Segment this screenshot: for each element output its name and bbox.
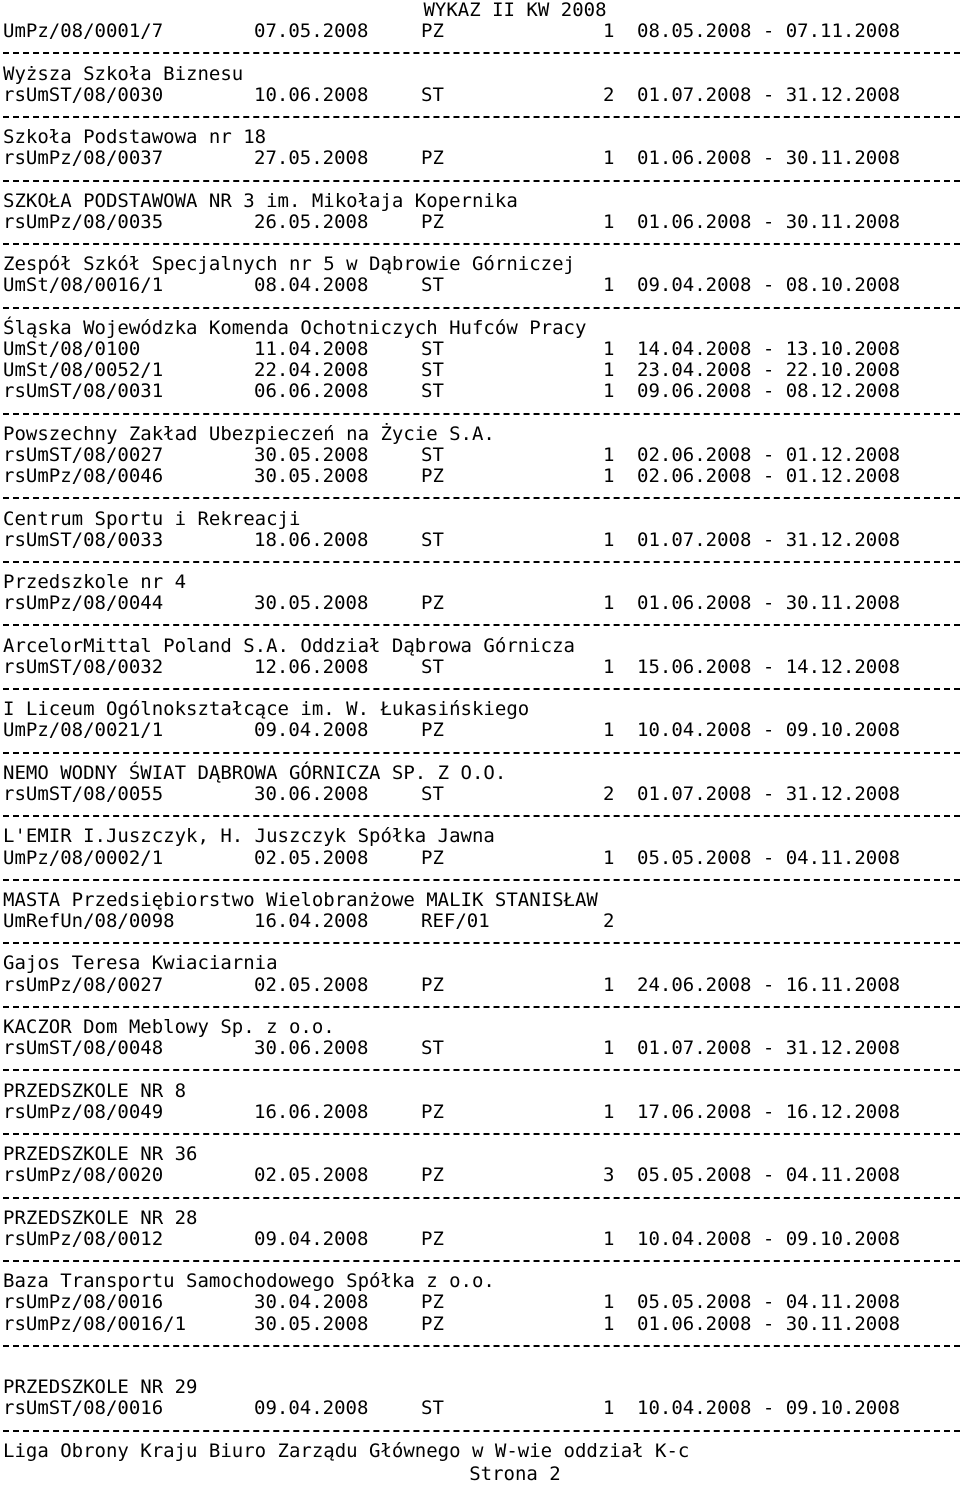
organization-name: Baza Transportu Samochodowego Spółka z o.o. (3, 1270, 495, 1293)
record-count: 1 (603, 528, 615, 551)
record-row (3, 445, 960, 466)
record-type: PZ (421, 1100, 444, 1123)
organization-name: Centrum Sportu i Rekreacji (3, 507, 301, 530)
record-id: UmRefUn/08/0098 (3, 910, 175, 933)
record-type: ST (421, 528, 444, 551)
record-id: rsUmPz/08/0027 (3, 973, 164, 996)
record-date: 10.06.2008 (254, 83, 369, 106)
record-type: PZ (421, 1164, 444, 1187)
organization-name: PRZEDSZKOLE NR 8 (3, 1079, 187, 1102)
record-id: rsUmPz/08/0016 (3, 1291, 164, 1314)
separator-line (3, 1123, 960, 1144)
organization-name: NEMO WODNY ŚWIAT DĄBROWA GÓRNICZA SP. Z O.O. (3, 761, 507, 784)
document-body (3, 0, 960, 1486)
record-type: ST (421, 83, 444, 106)
record-row (3, 466, 960, 487)
record-period: 08.05.2008 - 07.11.2008 (637, 20, 901, 43)
record-type: ST (421, 380, 444, 403)
separator-line (3, 297, 960, 318)
blank-line (3, 1356, 960, 1377)
record-type: PZ (421, 1291, 444, 1314)
record-date: 30.04.2008 (254, 1291, 369, 1314)
record-id: rsUmPz/08/0049 (3, 1100, 164, 1123)
record-date: 12.06.2008 (254, 655, 369, 678)
record-count: 1 (603, 655, 615, 678)
record-row (3, 593, 960, 614)
record-period: 02.06.2008 - 01.12.2008 (637, 443, 901, 466)
record-period: 05.05.2008 - 04.11.2008 (637, 846, 901, 869)
record-type: ST (421, 359, 444, 382)
record-id: rsUmST/08/0031 (3, 380, 164, 403)
record-period: 01.06.2008 - 30.11.2008 (637, 147, 901, 170)
record-date: 09.04.2008 (254, 719, 369, 742)
record-id: UmPz/08/0021/1 (3, 719, 164, 742)
organization-name: MASTA Przedsiębiorstwo Wielobranżowe MALIK STANISŁAW (3, 888, 598, 911)
record-row (3, 1229, 960, 1250)
separator-line (3, 170, 960, 191)
separator-line (3, 742, 960, 763)
separator-line (3, 106, 960, 127)
record-period: 05.05.2008 - 04.11.2008 (637, 1291, 901, 1314)
page-title: WYKAZ II KW 2008 (423, 0, 607, 21)
record-period: 24.06.2008 - 16.11.2008 (637, 973, 901, 996)
record-row (3, 1314, 960, 1335)
record-count: 1 (603, 1227, 615, 1250)
record-row (3, 381, 960, 402)
record-row (3, 1292, 960, 1313)
separator-line (3, 932, 960, 953)
record-row (3, 720, 960, 741)
records-list (3, 21, 960, 1462)
record-row (3, 657, 960, 678)
organization-name: Wyższa Szkoła Biznesu (3, 62, 244, 85)
record-id: rsUmST/08/0032 (3, 655, 164, 678)
record-date: 26.05.2008 (254, 210, 369, 233)
record-id: rsUmPz/08/0044 (3, 592, 164, 615)
record-type: PZ (421, 973, 444, 996)
record-id: rsUmPz/08/0016/1 (3, 1312, 187, 1335)
organization-name: Przedszkole nr 4 (3, 571, 187, 594)
organization-name: Powszechny Zakład Ubezpieczeń na Życie S.A. (3, 422, 495, 445)
record-count: 1 (603, 443, 615, 466)
record-date: 09.04.2008 (254, 1227, 369, 1250)
record-period: 10.04.2008 - 09.10.2008 (637, 1397, 901, 1420)
record-type: ST (421, 782, 444, 805)
record-date: 02.05.2008 (254, 1164, 369, 1187)
record-count: 1 (603, 338, 615, 360)
record-date: 22.04.2008 (254, 359, 369, 382)
record-row (3, 975, 960, 996)
record-id: rsUmST/08/0016 (3, 1397, 164, 1420)
record-type: ST (421, 1397, 444, 1420)
record-row (3, 784, 960, 805)
separator-line (3, 403, 960, 424)
record-type: PZ (421, 1227, 444, 1250)
separator-line (3, 1187, 960, 1208)
record-count: 1 (603, 1037, 615, 1060)
record-id: rsUmPz/08/0012 (3, 1227, 164, 1250)
record-date: 30.05.2008 (254, 592, 369, 615)
record-id: rsUmPz/08/0037 (3, 147, 164, 170)
record-count: 1 (603, 846, 615, 869)
record-row (3, 1165, 960, 1186)
record-type: PZ (421, 465, 444, 488)
organization-name: Gajos Teresa Kwiaciarnia (3, 952, 278, 975)
record-count: 2 (603, 782, 615, 805)
record-row (3, 1398, 960, 1419)
record-count: 2 (603, 910, 615, 933)
record-count: 1 (603, 210, 615, 233)
organization-name: Śląska Wojewódzka Komenda Ochotniczych Hufców Pracy (3, 316, 587, 339)
record-date: 09.04.2008 (254, 1397, 369, 1420)
organization-name: ArcelorMittal Poland S.A. Oddział Dąbrowa Górnicza (3, 634, 575, 657)
record-type: ST (421, 1037, 444, 1060)
record-count: 1 (603, 359, 615, 382)
record-date: 18.06.2008 (254, 528, 369, 551)
record-date: 27.05.2008 (254, 147, 369, 170)
record-row (3, 848, 960, 869)
record-date: 30.05.2008 (254, 443, 369, 466)
record-type: PZ (421, 147, 444, 170)
record-date: 30.06.2008 (254, 1037, 369, 1060)
record-count: 1 (603, 1100, 615, 1123)
record-id: UmPz/08/0001/7 (3, 20, 164, 43)
record-id: rsUmST/08/0027 (3, 443, 164, 466)
record-count: 2 (603, 83, 615, 106)
record-count: 3 (603, 1164, 615, 1187)
record-period: 23.04.2008 - 22.10.2008 (637, 359, 901, 382)
separator-line (3, 233, 960, 254)
record-id: rsUmST/08/0048 (3, 1037, 164, 1060)
record-id: UmSt/08/0100 (3, 338, 141, 360)
record-count: 1 (603, 20, 615, 43)
record-id: UmPz/08/0002/1 (3, 846, 164, 869)
record-date: 07.05.2008 (254, 20, 369, 43)
record-id: UmSt/08/0052/1 (3, 359, 164, 382)
record-period: 05.05.2008 - 04.11.2008 (637, 1164, 901, 1187)
separator-line (3, 551, 960, 572)
record-id: rsUmST/08/0033 (3, 528, 164, 551)
record-row (3, 85, 960, 106)
record-period: 01.06.2008 - 30.11.2008 (637, 1312, 901, 1335)
record-period: 01.07.2008 - 31.12.2008 (637, 83, 901, 106)
record-period: 17.06.2008 - 16.12.2008 (637, 1100, 901, 1123)
record-id: UmSt/08/0016/1 (3, 274, 164, 297)
record-count: 1 (603, 274, 615, 297)
record-row (3, 360, 960, 381)
record-count: 1 (603, 1312, 615, 1335)
record-period: 10.04.2008 - 09.10.2008 (637, 719, 901, 742)
record-date: 16.06.2008 (254, 1100, 369, 1123)
organization-name: PRZEDSZKOLE NR 36 (3, 1143, 198, 1166)
separator-line (3, 42, 960, 63)
separator-line (3, 805, 960, 826)
record-date: 30.05.2008 (254, 465, 369, 488)
separator-line (3, 869, 960, 890)
page-footer: Strona 2 (469, 1462, 561, 1485)
separator-line (3, 1059, 960, 1080)
separator-line (3, 1335, 960, 1356)
record-row (3, 275, 960, 296)
separator-line (3, 614, 960, 635)
record-date: 30.05.2008 (254, 1312, 369, 1335)
record-row (3, 148, 960, 169)
record-date: 30.06.2008 (254, 782, 369, 805)
record-type: ST (421, 655, 444, 678)
organization-name: SZKOŁA PODSTAWOWA NR 3 im. Mikołaja Kopernika (3, 189, 518, 212)
record-count: 1 (603, 973, 615, 996)
record-period: 14.04.2008 - 13.10.2008 (637, 338, 901, 360)
separator-line (3, 487, 960, 508)
record-date: 08.04.2008 (254, 274, 369, 297)
record-type: PZ (421, 210, 444, 233)
record-count: 1 (603, 380, 615, 403)
record-type: PZ (421, 719, 444, 742)
record-period: 01.07.2008 - 31.12.2008 (637, 528, 901, 551)
record-period: 15.06.2008 - 14.12.2008 (637, 655, 901, 678)
record-period: 02.06.2008 - 01.12.2008 (637, 465, 901, 488)
record-count: 1 (603, 1291, 615, 1314)
organization-name: PRZEDSZKOLE NR 29 (3, 1376, 198, 1399)
record-date: 06.06.2008 (254, 380, 369, 403)
record-period: 09.04.2008 - 08.10.2008 (637, 274, 901, 297)
record-type: PZ (421, 846, 444, 869)
record-period: 01.07.2008 - 31.12.2008 (637, 1037, 901, 1060)
record-count: 1 (603, 465, 615, 488)
organization-name: PRZEDSZKOLE NR 28 (3, 1206, 198, 1229)
separator-line (3, 1420, 960, 1441)
record-count: 1 (603, 719, 615, 742)
organization-name: KACZOR Dom Meblowy Sp. z o.o. (3, 1016, 335, 1038)
record-date: 16.04.2008 (254, 910, 369, 933)
record-type: PZ (421, 592, 444, 615)
record-row (3, 212, 960, 233)
organization-name: L'EMIR I.Juszczyk, H. Juszczyk Spółka Jawna (3, 825, 495, 848)
record-id: rsUmST/08/0030 (3, 83, 164, 106)
record-date: 02.05.2008 (254, 973, 369, 996)
record-row (3, 1102, 960, 1123)
separator-line (3, 996, 960, 1017)
record-type: PZ (421, 20, 444, 43)
record-row (3, 339, 960, 360)
record-type: ST (421, 443, 444, 466)
record-row (3, 21, 960, 42)
record-type: PZ (421, 1312, 444, 1335)
record-id: rsUmPz/08/0035 (3, 210, 164, 233)
record-type: ST (421, 338, 444, 360)
record-type: REF/01 (421, 910, 490, 933)
separator-line (3, 678, 960, 699)
record-date: 11.04.2008 (254, 338, 369, 360)
record-period: 09.06.2008 - 08.12.2008 (637, 380, 901, 403)
record-row (3, 911, 960, 932)
record-row (3, 1038, 960, 1059)
record-period: 01.06.2008 - 30.11.2008 (637, 592, 901, 615)
organization-name: I Liceum Ogólnokształcące im. W. Łukasińskiego (3, 698, 530, 721)
record-row (3, 530, 960, 551)
record-id: rsUmST/08/0055 (3, 782, 164, 805)
organization-name: Liga Obrony Kraju Biuro Zarządu Głównego w W-wie oddział K-c (3, 1439, 690, 1462)
record-date: 02.05.2008 (254, 846, 369, 869)
record-period: 10.04.2008 - 09.10.2008 (637, 1227, 901, 1250)
record-count: 1 (603, 1397, 615, 1420)
record-count: 1 (603, 147, 615, 170)
record-period: 01.06.2008 - 30.11.2008 (637, 210, 901, 233)
record-type: ST (421, 274, 444, 297)
record-id: rsUmPz/08/0046 (3, 465, 164, 488)
organization-name: Szkoła Podstawowa nr 18 (3, 126, 267, 149)
record-id: rsUmPz/08/0020 (3, 1164, 164, 1187)
record-period: 01.07.2008 - 31.12.2008 (637, 782, 901, 805)
record-count: 1 (603, 592, 615, 615)
separator-line (3, 1250, 960, 1271)
organization-name: Zespół Szkół Specjalnych nr 5 w Dąbrowie Górniczej (3, 253, 575, 276)
